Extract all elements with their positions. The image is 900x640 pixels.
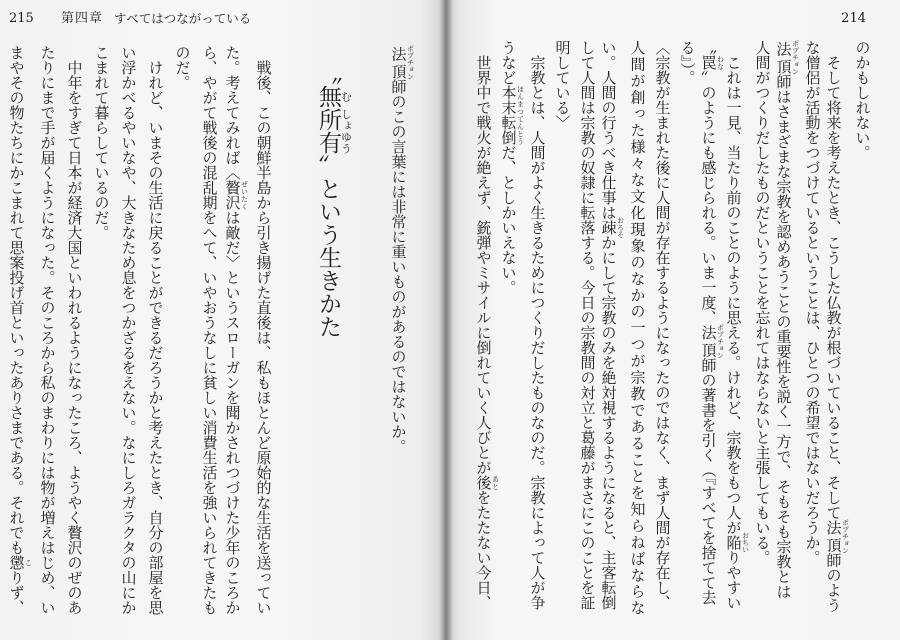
- text-line: [750, 40, 775, 615]
- furigana-word: [699, 323, 725, 359]
- continuation-text: [390, 45, 415, 620]
- text-line: [222, 45, 249, 620]
- text-run: い。人間の行うべき仕事は: [599, 40, 618, 220]
- furigana-word: [824, 518, 850, 554]
- furigana-word: [7, 555, 33, 570]
- ruby-reading: ほんまつてんとう: [516, 85, 525, 145]
- body-text: [475, 40, 875, 615]
- ruby-reading: しょゆう: [339, 108, 353, 154]
- text-run: まやその物たちにかこまれて思案投げ首といったありさまである。それでも: [7, 45, 26, 555]
- ruby-base: 罠: [699, 55, 718, 70]
- text-run: 明している〉: [553, 40, 572, 130]
- text-line: [195, 45, 222, 620]
- ruby-base: 法頂: [389, 45, 408, 80]
- text-run: をたたない今日、: [474, 490, 493, 610]
- text-run: 師のこの言葉には非常に重いものがあるのではないか。: [389, 78, 408, 454]
- ruby-reading: わな: [716, 55, 725, 70]
- text-line: [60, 45, 87, 620]
- furigana-word: [599, 217, 625, 238]
- text-run: だ、としかいえない。: [499, 145, 518, 295]
- text-run: る』）。: [678, 40, 697, 85]
- left-text-block: [6, 45, 415, 620]
- text-run: 師のよう: [824, 552, 843, 613]
- text-run: い浮かべるやいなや、大きなため息をつかざるをえない。なにしろガラクタの山にか: [119, 45, 138, 615]
- text-line: [168, 45, 195, 620]
- text-line: [550, 40, 575, 615]
- text-run: これは一見、当たり前のことのように思える。けれど、宗教をもつ人が: [724, 40, 743, 535]
- text-line: [500, 40, 525, 615]
- furigana-word: [774, 40, 800, 75]
- text-run: りず、: [7, 570, 26, 615]
- text-line: [850, 40, 875, 615]
- text-line: [141, 45, 168, 620]
- gutter-shadow: [439, 0, 453, 640]
- left-page: [0, 0, 446, 640]
- text-run: 人間がつくりだしたものだということを忘れてはならないと主張してもいる。: [753, 40, 772, 565]
- text-run: た。考えてみれば〈: [223, 45, 242, 180]
- ruby-base: 法頂: [824, 518, 843, 554]
- text-line: [725, 40, 750, 615]
- ruby-reading: おちい: [741, 532, 750, 553]
- ruby-reading: ぜいたく: [240, 180, 249, 210]
- ruby-reading: おろそ: [616, 217, 625, 238]
- text-line: [575, 40, 600, 615]
- furigana-word: [724, 532, 750, 553]
- text-line: [114, 45, 141, 620]
- text-run: 中年をすぎて日本が経済大国といわれるようになったころ、ようやく贅沢のぜのあ: [65, 45, 84, 615]
- ruby-base: 法頂: [699, 323, 718, 359]
- text-run: して人間は宗教の奴隷に転落する。今日の宗教間の対立と葛藤がまさにこのことを証: [578, 40, 597, 610]
- furigana-word: [389, 45, 415, 80]
- furigana-word: [474, 475, 500, 490]
- furigana-word: [315, 108, 353, 154]
- text-line: [625, 40, 650, 615]
- text-run: うなど: [499, 40, 518, 85]
- text-line: [825, 40, 850, 615]
- furigana-word: [499, 85, 525, 145]
- ruby-base: 陥: [724, 532, 743, 553]
- text-run: 〈宗教が生まれた後に人間が存在するようになったのではなく、まず人間が存在し、: [653, 40, 672, 610]
- ruby-reading: む: [339, 85, 353, 108]
- page-number: 214: [841, 11, 866, 26]
- page-number: 215: [9, 11, 34, 26]
- section-heading: [303, 45, 353, 620]
- furigana-word: [223, 180, 249, 210]
- text-run: りやすい: [724, 550, 743, 610]
- text-run: 〟のようにも感じられる。いま一度、: [699, 70, 718, 325]
- text-line: [87, 45, 114, 620]
- ruby-reading: ポプチョン: [406, 45, 415, 80]
- text-line: [525, 40, 550, 615]
- ruby-base: 無: [315, 85, 341, 108]
- text-line: [650, 40, 675, 615]
- text-line: [600, 40, 625, 615]
- text-run: 人間が創った様々な文化現象のなかの一つが宗教であることを知らねばならな: [628, 40, 647, 615]
- text-line: [33, 45, 60, 620]
- text-line: [249, 45, 276, 620]
- ruby-base: 所有: [315, 108, 341, 154]
- text-line: [800, 40, 825, 615]
- furigana-word: [315, 85, 353, 108]
- ruby-base: 法頂: [774, 40, 793, 75]
- text-run: こまれて暮らしているのだ。: [92, 45, 111, 240]
- ruby-base: 疎: [599, 217, 618, 238]
- ruby-base: 後: [474, 475, 493, 490]
- running-head-title: すべてはつながっている: [114, 11, 252, 26]
- text-run: は敵だ〉というスローガンを聞かされつづけた少年のころか: [223, 210, 242, 615]
- furigana-word: [699, 55, 725, 70]
- ruby-base: 贅沢: [223, 180, 242, 210]
- ruby-reading: こ: [24, 555, 33, 570]
- ruby-reading: あと: [491, 475, 500, 490]
- text-run: な僧侶が活動をつづけているということは、ひとつの希望ではないだろうか。: [803, 40, 822, 565]
- text-run: のだ。: [173, 45, 192, 90]
- text-run: 世界中で戦火が絶えず、銃弾やミサイルに倒れていく人びとが: [474, 40, 493, 475]
- text-run: かにして宗教のみを絶対視するようになると、主客転倒: [599, 235, 618, 610]
- right-page: [446, 0, 900, 640]
- text-run: 師の著書を引く（『すべてを捨てて去: [699, 357, 718, 605]
- body-text: [6, 45, 276, 620]
- text-run: たりにまで手が届くようになった。そのころから私のまわりには物が増えはじめ、い: [38, 45, 57, 615]
- running-head-chapter: 第四章: [61, 11, 104, 26]
- text-run: 〝: [699, 40, 718, 55]
- ruby-reading: ポプチョン: [841, 518, 850, 554]
- text-run: 戦後、この朝鮮半島から引き揚げた直後は、私もほとんど原始的な生活を送ってい: [254, 45, 273, 615]
- text-run: のかもしれない。: [853, 40, 872, 160]
- right-text-block: [475, 40, 875, 615]
- ruby-reading: ポプチョン: [716, 323, 725, 359]
- text-run: 宗教とは、人間がよく生きるためにつくりだしたものなのだ。宗教によって人が争: [528, 40, 547, 610]
- text-run: けれど、いまその生活に戻ることができるだろうかと考えたとき、自分の部屋を思: [146, 45, 165, 615]
- text-run: 〝: [315, 62, 341, 85]
- text-run: ら、やがて戦後の混乱期をへて、いやおうなしに貧しい消費生活を強いられてきたも: [200, 45, 219, 615]
- ruby-base: 本末転倒: [499, 85, 518, 145]
- text-line: [390, 45, 415, 620]
- text-run: 〟という生きかた: [315, 154, 341, 338]
- ruby-base: 懲: [7, 555, 26, 570]
- text-run: そして将来を考えたとき、こうした仏教が根づいていること、そして: [824, 40, 843, 520]
- text-line: [6, 45, 33, 620]
- text-line: [775, 40, 800, 615]
- ruby-reading: ポプチョン: [791, 40, 800, 75]
- text-run: 師はさまざまな宗教を認めあうことの重要性を説く一方で、そもそも宗教とは: [774, 73, 793, 599]
